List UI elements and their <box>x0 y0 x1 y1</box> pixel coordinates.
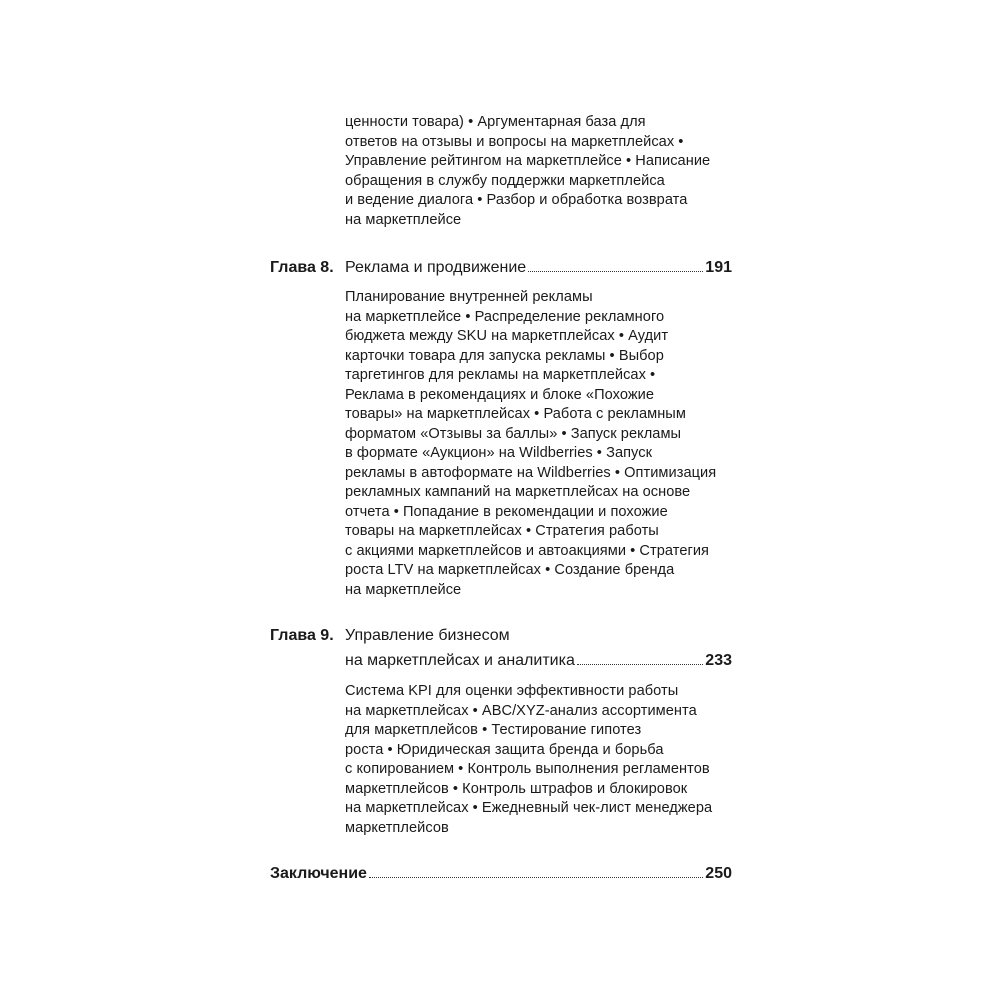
text-line: для маркетплейсов • Тестирование гипотез <box>345 722 642 738</box>
intro-description <box>345 113 745 230</box>
text-line: Планирование внутренней рекламы <box>345 289 593 305</box>
chapter-title-line-2: на маркетплейсах и аналитика <box>345 652 575 669</box>
text-line: обращения в службу поддержки маркетплейса <box>345 172 665 189</box>
text-line: на маркетплейсе • Распределение рекламного <box>345 308 665 325</box>
text-line: на маркетплейсе <box>345 211 462 228</box>
toc-entry-chapter-9[interactable] <box>270 624 732 648</box>
dot-leader <box>528 270 703 272</box>
text-line: ответов на отзывы и вопросы на маркетплейсах • <box>345 133 684 150</box>
toc-leader-line <box>270 862 732 886</box>
text-line: рекламных кампаний на маркетплейсах на основе <box>345 484 691 500</box>
conclusion-title: Заключение <box>270 865 367 882</box>
toc-leader-line <box>345 649 732 673</box>
text-line: с акциями маркетплейсов и автоакциями • Стратегия <box>345 542 710 559</box>
text-line: роста • Юридическая защита бренда и борьба <box>345 741 664 758</box>
text-line: отчета • Попадание в рекомендации и похожие <box>345 503 668 520</box>
toc-entry-conclusion[interactable] <box>270 862 732 886</box>
chapter-title-line-1: Управление бизнесом <box>345 627 510 644</box>
toc-entry-chapter-9-continued[interactable] <box>270 649 732 673</box>
text-line: форматом «Отзывы за баллы» • Запуск рекламы <box>345 425 682 442</box>
text-line: на маркетплейсе <box>345 581 462 598</box>
chapter-label: Глава 9. <box>270 627 334 644</box>
page-number: 233 <box>705 652 732 669</box>
text-line: бюджета между SKU на маркетплейсах • Аудит <box>345 328 669 344</box>
text-line: Система KPI для оценки эффективности работы <box>345 683 679 699</box>
text-line: ценности товара) • Аргументарная база для <box>345 114 646 130</box>
chapter-title: Реклама и продвижение <box>345 259 527 276</box>
page-number: 191 <box>705 259 732 276</box>
toc-entry-chapter-8[interactable] <box>270 256 732 280</box>
text-line: на маркетплейсах • ABC/XYZ-анализ ассортимента <box>345 702 697 719</box>
text-line: маркетплейсов • Контроль штрафов и блокировок <box>345 780 688 797</box>
text-line: на маркетплейсах • Ежедневный чек-лист менеджера <box>345 800 713 816</box>
chapter-9-description <box>345 682 745 838</box>
text-line: роста LTV на маркетплейсах • Создание бренда <box>345 562 675 578</box>
text-line: карточки товара для запуска рекламы • Выбор <box>345 347 664 364</box>
text-line: в формате «Аукцион» на Wildberries • Запуск <box>345 445 653 461</box>
text-line: Управление рейтингом на маркетплейсе • Написание <box>345 153 711 169</box>
page-number: 250 <box>705 865 732 882</box>
dot-leader <box>577 663 703 665</box>
text-line: таргетингов для рекламы на маркетплейсах • <box>345 367 656 383</box>
toc-leader-line <box>345 256 732 280</box>
dot-leader <box>369 876 703 878</box>
text-line: Реклама в рекомендациях и блоке «Похожие <box>345 386 655 403</box>
chapter-label: Глава 8. <box>270 259 334 276</box>
text-line: и ведение диалога • Разбор и обработка возврата <box>345 192 688 208</box>
text-line: товары» на маркетплейсах • Работа с рекламным <box>345 406 686 422</box>
text-line: товары на маркетплейсах • Стратегия работы <box>345 523 659 539</box>
text-line: маркетплейсов <box>345 819 449 836</box>
text-line: с копированием • Контроль выполнения регламентов <box>345 761 710 777</box>
chapter-8-description <box>345 288 745 600</box>
text-line: рекламы в автоформате на Wildberries • Оптимизация <box>345 464 717 481</box>
